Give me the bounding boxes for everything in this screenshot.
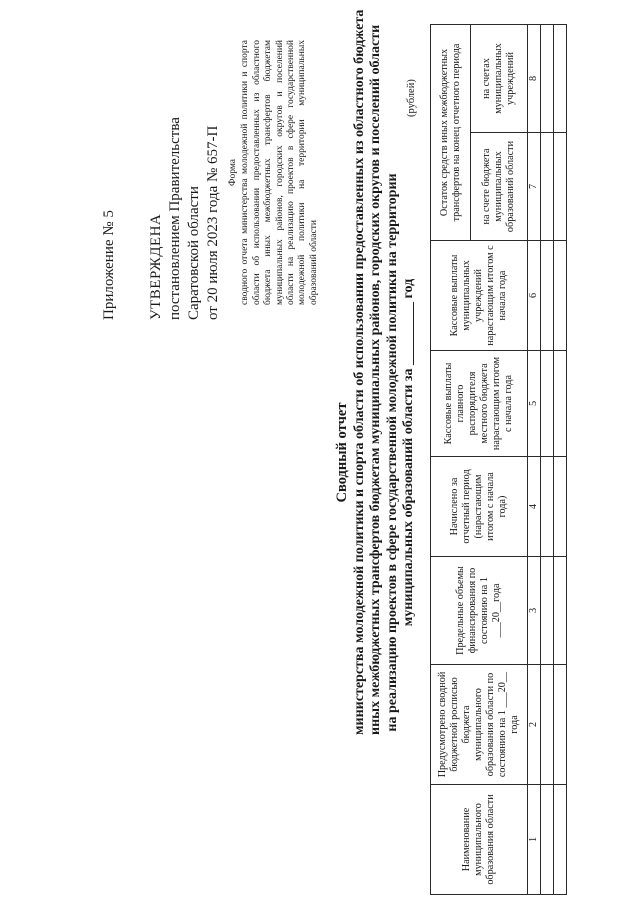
report-table xyxy=(430,24,567,895)
table-cell xyxy=(541,241,554,351)
report-title-line2: иных межбюджетных трансфертов бюджетам муниципальных районов, городских округов и поселений области xyxy=(368,24,383,735)
table-cell xyxy=(541,24,554,132)
approval-block xyxy=(100,30,223,320)
column-header-main-manager-payments: Кассовые выплаты главного распорядителя местного бюджета нарастающим итогом с начала года xyxy=(431,351,528,457)
form-note xyxy=(228,40,320,305)
column-header-remaining-funds: Остаток средств иных межбюджетных трансфертов на конец отчетного периода xyxy=(431,24,471,240)
approved-by-line2: Саратовской области xyxy=(186,186,202,320)
table-cell xyxy=(541,665,554,785)
column-number: 2 xyxy=(528,665,541,785)
report-heading: Сводный отчет xyxy=(334,402,350,503)
table-cell xyxy=(554,457,567,557)
column-number: 4 xyxy=(528,457,541,557)
subcolumn-header-institution-accounts: на счетах муниципальных учреждений xyxy=(471,24,528,132)
table-cell xyxy=(554,241,567,351)
column-header-financing-limits: Предельные объемы финансирования по состоянию на 1 ___20__года xyxy=(431,557,528,665)
units-label: (рублей) xyxy=(406,79,417,117)
table-cell xyxy=(541,557,554,665)
column-number: 3 xyxy=(528,557,541,665)
column-number: 5 xyxy=(528,351,541,457)
column-header-municipality: Наименование муниципального образования области xyxy=(431,785,528,895)
subcolumn-header-municipal-budget-account: на счете бюджета муниципальных образований области xyxy=(471,133,528,241)
table-cell xyxy=(554,665,567,785)
report-title-line3: на реализацию проектов в сфере государственной молодежной политики на территории xyxy=(384,173,400,732)
form-description: сводного отчета министерства молодежной политики и спорта области об использовании предоставленных из областного бюджета иных межбюджетных трансфертов бюджетам муниципальных районов, городских округов и поселений области на реализацию проектов в сфере государственной молодежной политики на территории муниципальных образований области xyxy=(240,40,319,305)
report-title-line4: муниципальных образований области за _________ год xyxy=(401,278,416,627)
approved-date: от 20 июля 2023 года № 657-П xyxy=(205,125,221,320)
column-header-institution-payments: Кассовые выплаты муниципальных учреждений нарастающим итогом с начала года xyxy=(431,241,528,351)
table-cell xyxy=(541,133,554,241)
column-header-budget-planned: Предусмотрено сводной бюджетной росписью бюджета муниципального образования области по состоянию на 1 ___20__ года xyxy=(431,665,528,785)
table-row xyxy=(541,24,554,894)
form-label: Форма xyxy=(228,158,238,187)
column-number: 8 xyxy=(528,24,541,132)
column-header-accrued: Начислено за отчетный период (нарастающим итогом с начала года) xyxy=(431,457,528,557)
table-row xyxy=(554,24,567,894)
report-title-line1: министерства молодежной политики и спорта области об использовании предоставленных из областного бюджета xyxy=(351,9,367,735)
table-cell xyxy=(554,24,567,132)
table-cell xyxy=(554,785,567,895)
column-numbers-row xyxy=(528,24,541,894)
column-number: 1 xyxy=(528,785,541,895)
table-cell xyxy=(541,351,554,457)
approved-by-line1: постановлением Правительства xyxy=(167,117,183,320)
table-cell xyxy=(554,557,567,665)
table-cell xyxy=(554,351,567,457)
column-number: 6 xyxy=(528,241,541,351)
approved-word: УТВЕРЖДЕНА xyxy=(148,213,164,320)
table-cell xyxy=(554,133,567,241)
column-number: 7 xyxy=(528,133,541,241)
table-cell xyxy=(541,785,554,895)
appendix-label: Приложение № 5 xyxy=(101,210,117,320)
table-cell xyxy=(541,457,554,557)
